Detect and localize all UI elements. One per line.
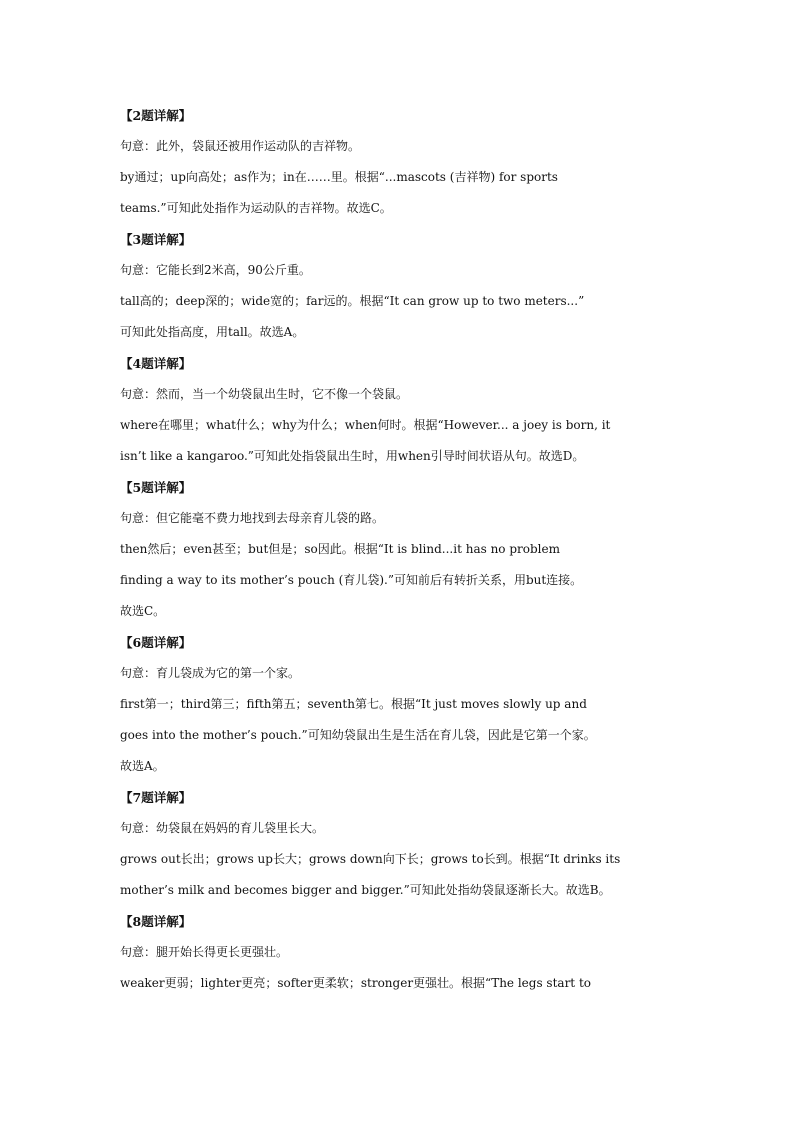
explanation-line: mother’s milk and becomes bigger and bigger.”可知此处指幼袋鼠逐渐长大。故选B。 [120, 883, 611, 897]
section-heading: 【4题详解】 [120, 356, 192, 371]
section-q2 [120, 100, 680, 224]
explanation-line: first第一；third第三；fifth第五；seventh第七。根据“It just moves slowly up and [120, 697, 587, 711]
document-page [120, 100, 680, 999]
explanation-line: teams.”可知此处指作为运动队的吉祥物。故选C。 [120, 201, 392, 215]
explanation-line: 可知此处指高度，用tall。故选A。 [120, 325, 305, 339]
sentence-meaning: 句意：然而，当一个幼袋鼠出生时，它不像一个袋鼠。 [120, 387, 409, 401]
section-heading: 【8题详解】 [120, 914, 192, 929]
section-q3 [120, 224, 680, 348]
explanation-line: 故选C。 [120, 604, 166, 618]
explanation-line: by通过；up向高处；as作为；in在……里。根据“...mascots (吉祥物) for sports [120, 170, 558, 184]
explanation-line: 故选A。 [120, 759, 165, 773]
section-q5 [120, 472, 680, 627]
sentence-meaning: 句意：幼袋鼠在妈妈的育儿袋里长大。 [120, 821, 325, 835]
explanation-line: then然后；even甚至；but但是；so因此。根据“It is blind...it has no problem [120, 542, 560, 556]
explanation-line: isn’t like a kangaroo.”可知此处指袋鼠出生时，用when引导时间状语从句。故选D。 [120, 449, 585, 463]
sentence-meaning: 句意：但它能毫不费力地找到去母亲育儿袋的路。 [120, 511, 385, 525]
section-q4 [120, 348, 680, 472]
sentence-meaning: 句意：它能长到2米高，90公斤重。 [120, 263, 311, 277]
sentence-meaning: 句意：腿开始长得更长更强壮。 [120, 945, 289, 959]
explanation-line: finding a way to its mother’s pouch (育儿袋).”可知前后有转折关系，用but连接。 [120, 573, 583, 587]
section-heading: 【5题详解】 [120, 480, 192, 495]
sentence-meaning: 句意：此外，袋鼠还被用作运动队的吉祥物。 [120, 139, 361, 153]
section-q8 [120, 906, 680, 999]
section-q6 [120, 627, 680, 782]
explanation-line: tall高的；deep深的；wide宽的；far远的。根据“It can grow up to two meters...” [120, 294, 585, 308]
explanation-line: goes into the mother’s pouch.”可知幼袋鼠出生是生活在育儿袋，因此是它第一个家。 [120, 728, 596, 742]
section-heading: 【7题详解】 [120, 790, 192, 805]
sentence-meaning: 句意：育儿袋成为它的第一个家。 [120, 666, 301, 680]
section-heading: 【6题详解】 [120, 635, 192, 650]
explanation-line: grows out长出；grows up长大；grows down向下长；grows to长到。根据“It drinks its [120, 852, 621, 866]
explanation-line: where在哪里；what什么；why为什么；when何时。根据“However... a joey is born, it [120, 418, 611, 432]
section-heading: 【3题详解】 [120, 232, 192, 247]
section-heading: 【2题详解】 [120, 108, 192, 123]
explanation-line: weaker更弱；lighter更亮；softer更柔软；stronger更强壮。根据“The legs start to [120, 976, 591, 990]
section-q7 [120, 782, 680, 906]
